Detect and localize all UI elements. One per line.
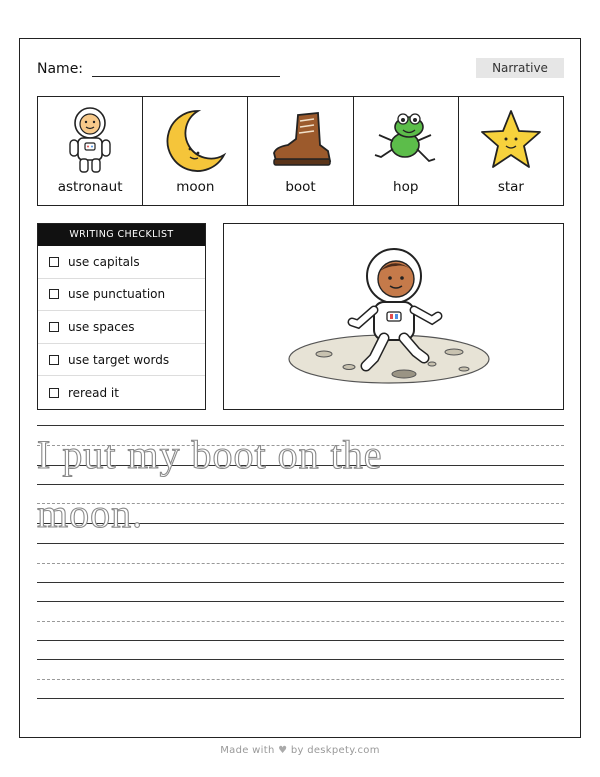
- checklist-item[interactable]: [38, 279, 205, 312]
- top-line: [37, 659, 564, 660]
- checklist-item-label: use spaces: [68, 319, 135, 334]
- tracing-text[interactable]: I put my boot on the: [37, 432, 383, 477]
- checkbox[interactable]: [49, 257, 59, 267]
- word-card: [459, 97, 563, 205]
- boot-icon: [266, 105, 336, 177]
- astronaut-icon: [62, 105, 118, 177]
- writing-checklist: [37, 223, 206, 410]
- base-line: [37, 698, 564, 699]
- top-line: [37, 484, 564, 485]
- astronaut-on-moon-illustration: [224, 224, 562, 408]
- name-field[interactable]: [92, 76, 280, 77]
- checklist-item-label: reread it: [68, 385, 119, 400]
- footer: [0, 745, 600, 756]
- word-label: boot: [285, 179, 316, 195]
- frog-icon: [371, 105, 441, 177]
- story-picture: [223, 223, 564, 410]
- checkbox[interactable]: [49, 388, 59, 398]
- star-icon: [476, 105, 546, 177]
- footer-made-with: Made with: [220, 745, 275, 756]
- top-line: [37, 601, 564, 602]
- mid-line: [37, 621, 564, 622]
- word-card: [354, 97, 459, 205]
- base-line: [37, 582, 564, 583]
- word-bank: [37, 96, 564, 206]
- checklist-title: WRITING CHECKLIST: [38, 224, 205, 246]
- name-label: Name:: [37, 61, 84, 77]
- checklist-item-label: use capitals: [68, 254, 140, 269]
- mid-line: [37, 563, 564, 564]
- mid-line: [37, 679, 564, 680]
- handwriting-lines: [37, 425, 564, 715]
- word-label: astronaut: [57, 179, 123, 195]
- worksheet: [19, 38, 581, 738]
- checklist-item[interactable]: [38, 311, 205, 344]
- top-line: [37, 543, 564, 544]
- word-card: [143, 97, 248, 205]
- word-card: [38, 97, 143, 205]
- word-card: [248, 97, 353, 205]
- checklist-item-label: use target words: [68, 352, 170, 367]
- checkbox[interactable]: [49, 355, 59, 365]
- checklist-item[interactable]: [38, 376, 205, 409]
- checklist-item-label: use punctuation: [68, 287, 166, 302]
- genre-badge: Narrative: [476, 58, 564, 78]
- checklist-item[interactable]: [38, 246, 205, 279]
- checklist-item[interactable]: [38, 344, 205, 377]
- word-label: moon: [176, 179, 215, 195]
- heart-icon: ♥: [278, 745, 288, 756]
- crescent-moon-icon: [160, 105, 230, 177]
- base-line: [37, 640, 564, 641]
- tracing-text[interactable]: moon.: [37, 491, 144, 536]
- checkbox[interactable]: [49, 322, 59, 332]
- checkbox[interactable]: [49, 289, 59, 299]
- word-label: star: [497, 179, 524, 195]
- top-line: [37, 425, 564, 426]
- word-label: hop: [393, 179, 419, 195]
- footer-credit[interactable]: by deskpety.com: [290, 745, 380, 756]
